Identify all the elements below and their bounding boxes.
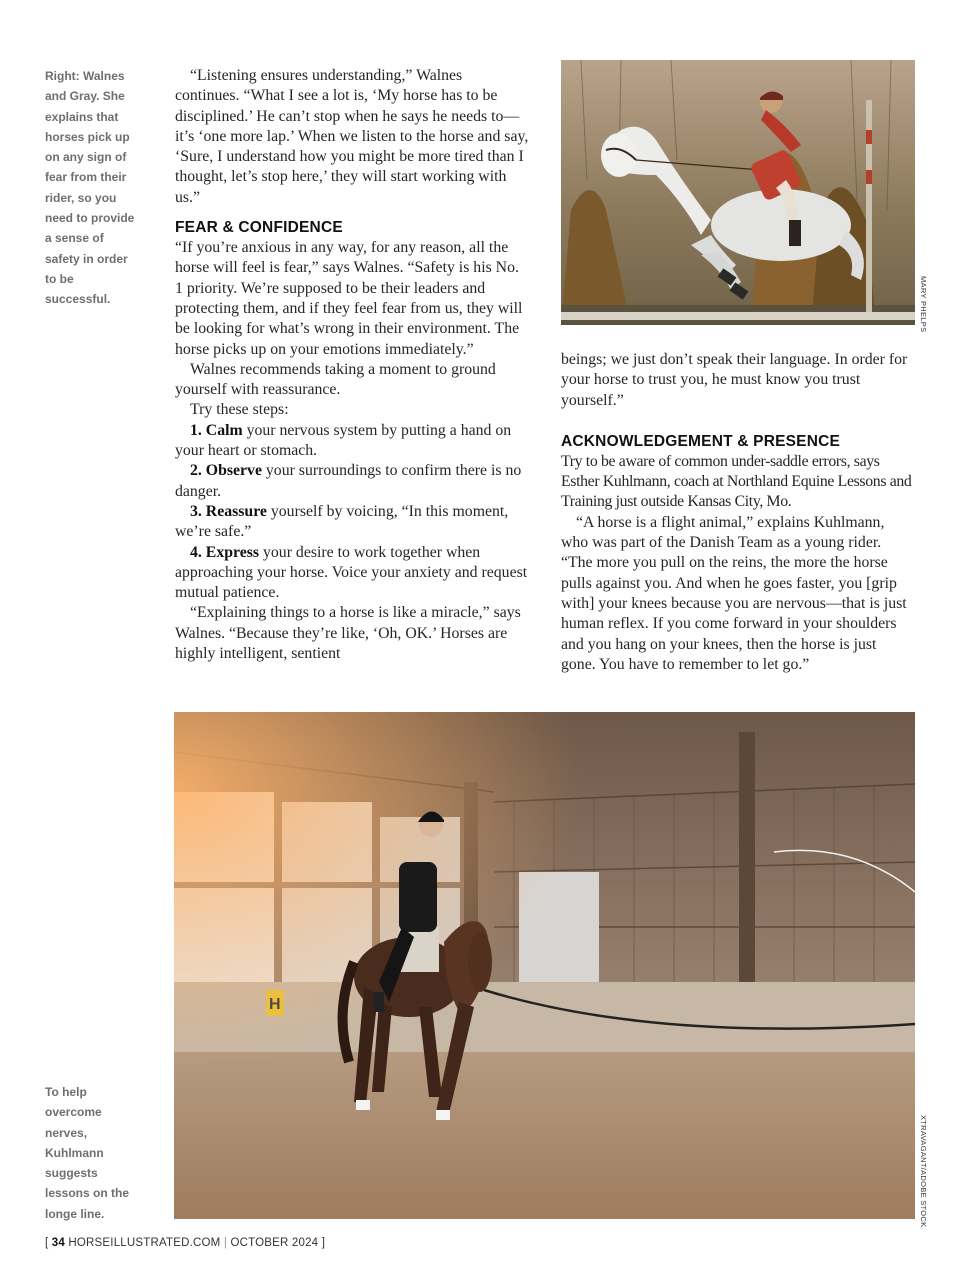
step-text: your surroundings to confirm there is no danger. — [175, 462, 522, 500]
paragraph: “A horse is a flight animal,” explains Kuhlmann, who was part of the Danish Team as a young rider. “The more you pull on the reins, the more the horse pulls against you. And when he goes faster, you [grip with] your knees because you are nervous—that is just human reflex. If you come forward in your shoulders and you hang on your knees, then the horse is just gone. You have to remember to let go.” — [561, 513, 907, 673]
step-item — [175, 543, 529, 604]
step-text: your nervous system by putting a hand on your heart or stomach. — [175, 421, 512, 460]
step-label: 3. Reassure — [190, 502, 267, 520]
arena-illustration — [174, 712, 915, 1219]
step-item — [175, 421, 529, 462]
photo-caption-bottom: To help overcome nerves, Kuhlmann suggests lessons on the longe line. — [45, 1085, 130, 1221]
step-label: 1. Calm — [190, 421, 243, 439]
footer-divider: | — [223, 1237, 228, 1249]
footer-site: HORSEILLUSTRATED.COM — [68, 1237, 221, 1249]
photo-horse-jumping — [561, 60, 915, 325]
step-item — [175, 502, 529, 543]
section-heading-acknowledgement-presence: ACKNOWLEDGEMENT & PRESENCE — [561, 432, 841, 450]
paragraph: “If you’re anxious in any way, for any reason, all the horse will feel is fear,” says Walnes. “Safety is his No. 1 priority. We’re supposed to be their leaders and protecting them, and if they feel fear from us, they will be looking for what’s wrong in their environment. The horse picks up on your emotions immediately.” — [175, 239, 523, 358]
paragraph: Try these steps: — [190, 401, 289, 419]
paragraph: “Listening ensures understanding,” Walnes continues. “What I see a lot is, ‘My horse has to be disciplined.’ He can’t stop when he says he needs to—it’s ‘one more lap.’ When we listen to the horse and say, ‘Sure, I understand how you might be more tired than I thought, let’s stop here,’ they will start working with us.” — [175, 67, 529, 206]
step-text: yourself by voicing, “In this moment, we’re safe.” — [175, 502, 509, 541]
article-column-right — [561, 350, 915, 675]
jumping-horse-illustration — [561, 60, 915, 325]
step-label: 4. Express — [190, 543, 260, 561]
step-item — [175, 461, 529, 502]
step-label: 2. Observe — [190, 462, 262, 480]
section-heading-fear-confidence: FEAR & CONFIDENCE — [175, 219, 343, 237]
page-footer — [45, 1237, 325, 1249]
photo-credit-bottom: XTRAVAGANT/ADOBE STOCK — [919, 1115, 928, 1228]
article-column-left — [175, 66, 529, 664]
paragraph: Walnes recommends taking a moment to ground yourself with reassurance. — [175, 360, 496, 399]
paragraph: beings; we just don’t speak their language. In order for your horse to trust you, he must know you trust yourself.” — [561, 351, 908, 409]
photo-caption-top: Right: Walnes and Gray. She explains that horses pick up on any sign of fear from their rider, so you need to provide a sense of safety in order to be successful. — [45, 69, 135, 307]
photo-longe-lesson — [174, 712, 915, 1219]
paragraph: “Explaining things to a horse is like a miracle,” says Walnes. “Because they’re like, ‘Oh, OK.’ Horses are highly intelligent, sentient — [175, 604, 521, 663]
paragraph: Try to be aware of common under-saddle errors, says Esther Kuhlmann, coach at Northland Equine Lessons and Training just outside Kansas City, Mo. — [561, 452, 912, 511]
bracket-open: [ — [45, 1237, 52, 1249]
bracket-close: ] — [321, 1237, 326, 1249]
step-text: your desire to work together when approaching your horse. Voice your anxiety and request mutual patience. — [175, 543, 528, 602]
footer-issue: OCTOBER 2024 — [230, 1237, 319, 1249]
page-number: 34 — [51, 1237, 65, 1249]
photo-credit-top: MARY PHELPS — [919, 276, 928, 333]
